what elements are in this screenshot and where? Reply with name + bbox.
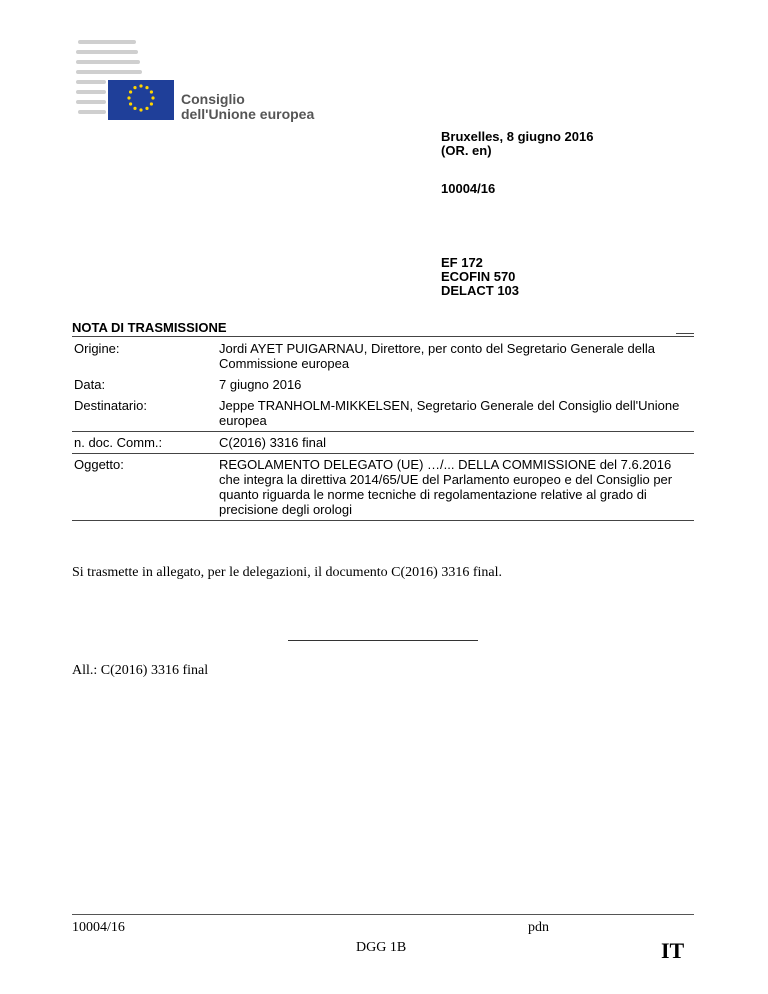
- value-date: 7 giugno 2016: [219, 377, 302, 392]
- row-date: [72, 374, 694, 395]
- document-number: 10004/16: [441, 181, 496, 196]
- code-delact: DELACT 103: [441, 283, 520, 298]
- org-line-1: Consiglio: [181, 91, 245, 107]
- transmission-table: [72, 338, 694, 521]
- org-line-2: dell'Unione europea: [181, 106, 315, 122]
- label-subject: Oggetto:: [74, 457, 124, 472]
- footer-language: IT: [661, 938, 685, 963]
- value-origin: Jordi AYET PUIGARNAU, Direttore, per conto del Segretario Generale della Commissione europea: [219, 341, 655, 371]
- council-logo: [76, 38, 336, 138]
- row-commission-doc: [72, 432, 694, 454]
- council-building-icon: [76, 38, 336, 138]
- date-line: Bruxelles, 8 giugno 2016: [441, 129, 594, 144]
- footer-rule: [72, 914, 694, 915]
- title-rule-accent: [676, 333, 694, 334]
- note-title: NOTA DI TRASMISSIONE: [72, 320, 227, 335]
- organization-name: [181, 92, 314, 122]
- label-commission-doc: n. doc. Comm.:: [74, 435, 163, 450]
- row-recipient: [72, 395, 694, 432]
- footer-doc-number: 10004/16: [72, 920, 125, 935]
- label-date: Data:: [74, 377, 106, 392]
- attachment-line: All.: C(2016) 3316 final: [72, 663, 209, 678]
- row-subject: [72, 454, 694, 521]
- separator-rule: [288, 640, 478, 641]
- footer-initials: pdn: [528, 920, 549, 935]
- label-origin: Origine:: [74, 341, 120, 356]
- value-subject: REGOLAMENTO DELEGATO (UE) …/... DELLA COMMISSIONE del 7.6.2016 che integra la direttiva 2014/65/UE del Parlamento europeo e del Consiglio per quanto riguarda le norme tecniche di regolamentazione relative al grado di precisione degli orologi: [219, 457, 673, 517]
- value-recipient: Jeppe TRANHOLM-MIKKELSEN, Segretario Generale del Consiglio dell'Unione europea: [219, 398, 680, 428]
- code-ef: EF 172: [441, 255, 483, 270]
- row-origin: [72, 338, 694, 374]
- label-recipient: Destinatario:: [74, 398, 147, 413]
- classification-codes: [441, 256, 519, 298]
- date-block: [441, 130, 593, 158]
- footer-department: DGG 1B: [356, 940, 407, 955]
- body-text: Si trasmette in allegato, per le delegazioni, il documento C(2016) 3316 final.: [72, 565, 502, 580]
- title-rule: [72, 336, 694, 337]
- code-ecofin: ECOFIN 570: [441, 269, 516, 284]
- language-line: (OR. en): [441, 143, 492, 158]
- value-commission-doc: C(2016) 3316 final: [219, 435, 326, 450]
